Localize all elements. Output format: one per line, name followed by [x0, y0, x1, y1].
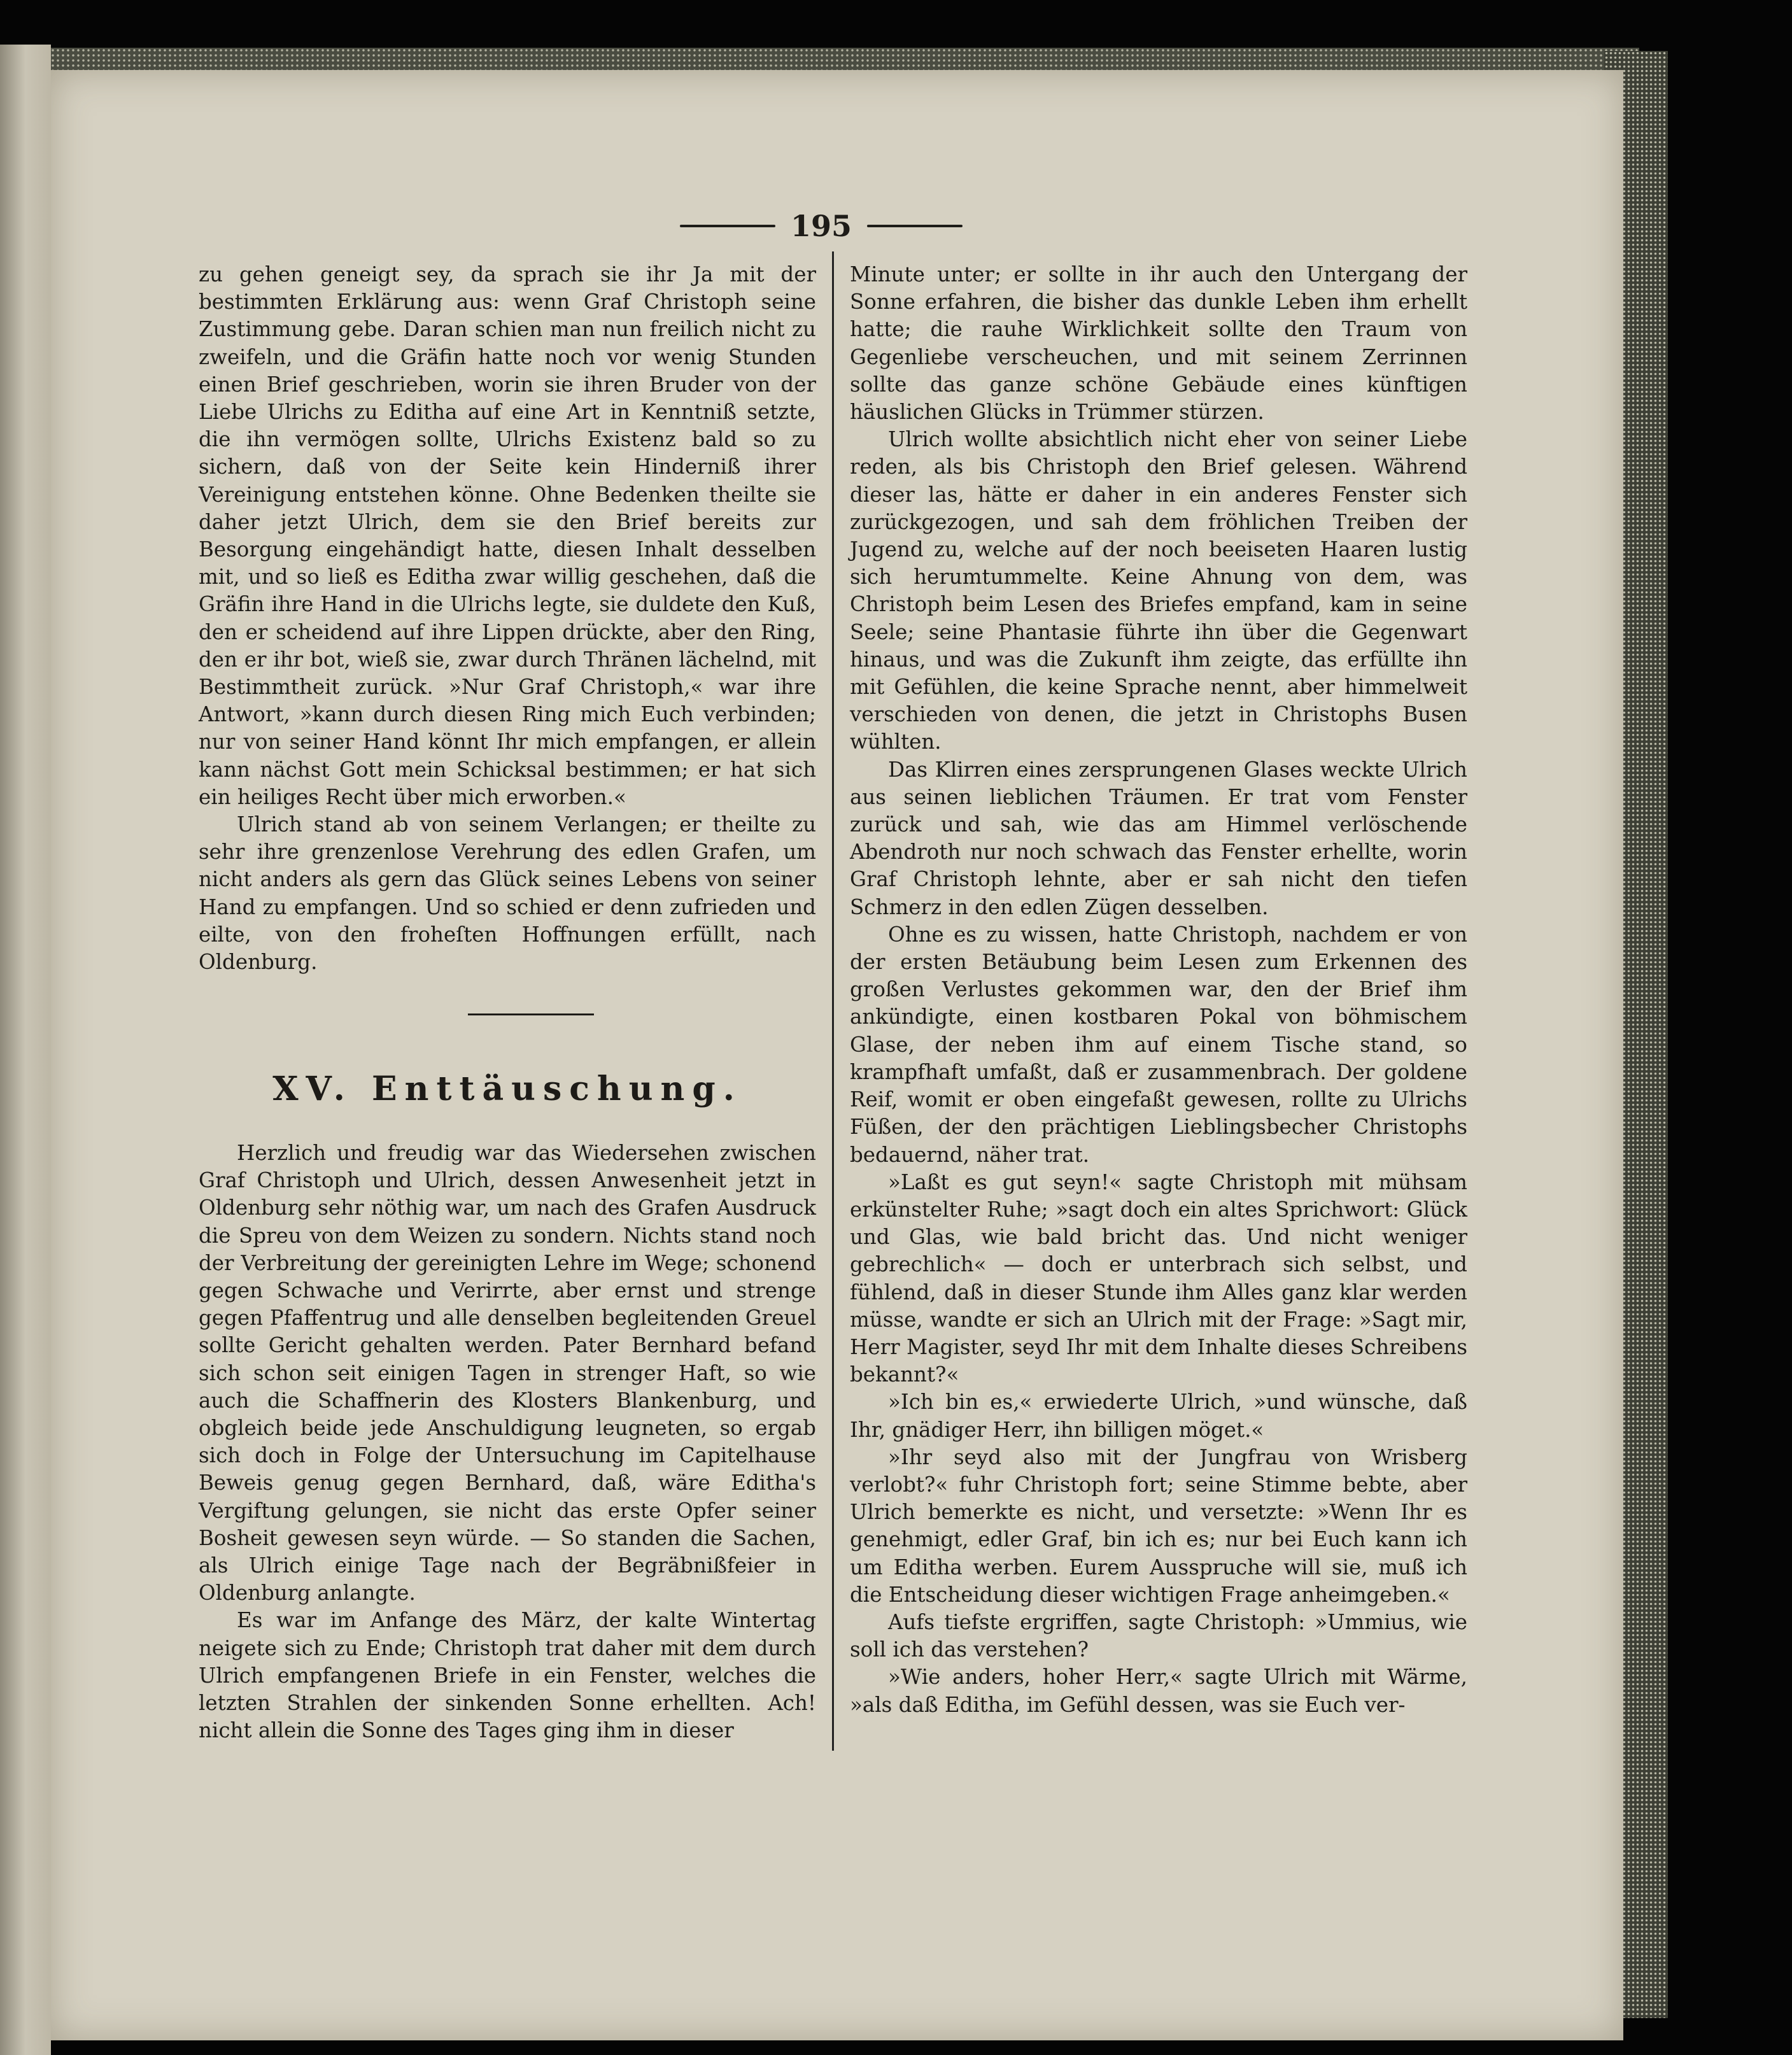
page-header [662, 207, 980, 245]
paragraph: »Wie anders, hoher Herr,« sagte Ulrich mit Wärme, »als daß Editha, im Gefühl dessen, was sie Euch ver- [850, 1665, 1467, 1717]
paragraph: Aufs tiefste ergriffen, sagte Christoph: »Ummius, wie soll ich das verstehen? [850, 1609, 1467, 1662]
paragraph: Minute unter; er sollte in ihr auch den Untergang der Sonne erfahren, die bisher das dunkle Leben ihm erhellt hatte; die rauhe Wirklichkeit sollte den Traum von Gegenliebe verscheuchen, und mit seinem Zerrinnen sollte das ganze schöne Gebäude eines künftigen häuslichen Glücks in Trümmer stürzen. [850, 262, 1467, 425]
right-column [850, 261, 1467, 1719]
left-column-bottom [199, 1140, 816, 1744]
paragraph: Es war im Anfange des März, der kalte Wintertag neigete sich zu Ende; Christoph trat daher mit dem durch Ulrich empfangenen Briefe in ein Fenster, welches die letzten Strahlen der sinkenden Sonne erhellten. Ach! nicht allein die Sonne des Tages ging ihm in dieser [199, 1608, 816, 1743]
facing-page-edge [0, 45, 51, 2055]
header-rule-right [867, 225, 963, 227]
paragraph: »Ich bin es,« erwiederte Ulrich, »und wünsche, daß Ihr, gnädiger Herr, ihn billigen möget.« [850, 1390, 1467, 1442]
paragraph: Ulrich wollte absichtlich nicht eher von seiner Liebe reden, als bis Christoph den Brief gelesen. Während dieser las, hätte er daher in ein anderes Fenster sich zurückgezogen, und sah dem fröhlichen Treiben der Jugend zu, welche auf der noch beeiseten Haaren lustig sich herumtummelte. Keine Ahnung von dem, was Christoph beim Lesen des Briefes empfand, kam in seine Seele; seine Phantasie führte ihn über die Gegenwart hinaus, und was die Zukunft ihm zeigte, das erfüllte ihn mit Gefühlen, die keine Sprache nennt, aber himmelweit verschieden von denen, die jetzt in Christophs Busen wühlten. [850, 427, 1467, 754]
chapter-heading: XV. Enttäuschung. [272, 1070, 742, 1108]
paragraph: Ohne es zu wissen, hatte Christoph, nachdem er von der ersten Betäubung beim Lesen zum Erkennen des großen Verlustes gekommen war, den der Brief ihm ankündigte, einen kostbaren Pokal von böhmischem Glase, der neben ihm auf einem Tische stand, so krampfhaft umfaßt, daß er zusammenbrach. Der goldene Reif, womit er oben eingefaßt gewesen, rollte zu Ulrichs Füßen, der den prächtigen Lieblingsbecher Christophs bedauernd, näher trat. [850, 922, 1467, 1167]
paragraph: Ulrich stand ab von seinem Verlangen; er theilte zu sehr ihre grenzenlose Verehrung des edlen Grafen, um nicht anders als gern das Glück seines Lebens von seiner Hand zu empfangen. Und so schied er denn zufrieden und eilte, von den froheſten Hoffnungen erfüllt, nach Oldenburg. [199, 812, 816, 975]
paragraph: »Laßt es gut seyn!« sagte Christoph mit mühsam erkünstelter Ruhe; »sagt doch ein altes Sprichwort: Glück und Glas, wie bald bricht das. Und nicht weniger gebrechlich« — doch er unterbrach sich selbst, und fühlend, daß in dieser Stunde ihm Alles ganz klar werden müsse, wandte er sich an Ulrich mit der Frage: »Sagt mir, Herr Magister, seyd Ihr mit dem Inhalte dieses Schreibens bekannt?« [850, 1169, 1467, 1387]
paragraph: zu gehen geneigt sey, da sprach sie ihr Ja mit der bestimmten Erklärung aus: wenn Graf Christoph seine Zustimmung gebe. Daran schien man nun freilich nicht zu zweifeln, und die Gräfin hatte noch vor wenig Stunden einen Brief geschrieben, worin sie ihren Bruder von der Liebe Ulrichs zu Editha auf eine Art in Kenntniß setzte, die ihn vermögen sollte, Ulrichs Existenz bald so zu sichern, daß von der Seite kein Hinderniß ihrer Vereinigung entstehen könne. Ohne Bedenken theilte sie daher jetzt Ulrich, dem sie den Brief bereits zur Besorgung eingehändigt hatte, diesen Inhalt desselben mit, und so ließ es Editha zwar willig geschehen, daß die Gräfin ihre Hand in die Ulrichs legte, sie duldete den Kuß, den er scheidend auf ihre Lippen drückte, aber den Ring, den er ihr bot, wieß sie, zwar durch Thränen lächelnd, mit Bestimmtheit zurück. »Nur Graf Christoph,« war ihre Antwort, »kann durch diesen Ring mich Euch verbinden; nur von seiner Hand könnt Ihr mich empfangen, er allein kann nächst Gott mein Schicksal bestimmen; er hat sich ein heiliges Recht über mich erworben.« [199, 262, 816, 809]
left-column-top [199, 261, 816, 976]
paragraph: Das Klirren eines zersprungenen Glases weckte Ulrich aus seinen lieblichen Träumen. Er trat vom Fenster zurück und sah, wie das am Himmel verlöschende Abendroth nur noch schwach das Fenster erhellte, worin Graf Christoph lehnte, aber er sah nicht den tiefen Schmerz in den edlen Zügen desselben. [850, 757, 1467, 919]
section-divider [468, 1013, 594, 1015]
page-number: 195 [790, 209, 852, 243]
paragraph: »Ihr seyd also mit der Jungfrau von Wrisberg verlobt?« fuhr Christoph fort; seine Stimme bebte, aber Ulrich bemerkte es nicht, und versetzte: »Wenn Ihr es genehmigt, edler Graf, bin ich es; nur bei Euch kann ich um Editha werben. Eurem Ausspruche will sie, muß ich die Entscheidung dieser wichtigen Frage anheimgeben.« [850, 1444, 1467, 1607]
column-divider [832, 251, 834, 1751]
paragraph: Herzlich und freudig war das Wiedersehen zwischen Graf Christoph und Ulrich, dessen Anwesenheit jetzt in Oldenburg sehr nöthig war, um nach des Grafen Ausdruck die Spreu von dem Weizen zu sondern. Nichts stand noch der Verbreitung der gereinigten Lehre im Wege; schonend gegen Schwache und Verirrte, aber ernst und strenge gegen Pfaffentrug und alle denselben begleitenden Greuel sollte Gericht gehalten werden. Pater Bernhard befand sich schon seit einigen Tagen in strenger Haft, so wie auch die Schaffnerin des Klosters Blankenburg, und obgleich beide jede Anschuldigung leugneten, so ergab sich doch in Folge der Untersuchung im Capitelhause Beweis genug gegen Bernhard, daß, wäre Editha's Vergiftung gelungen, sie nicht das erste Opfer seiner Bosheit gewesen seyn würde. — So standen die Sachen, als Ulrich einige Tage nach der Begräbnißfeier in Oldenburg anlangte. [199, 1141, 816, 1606]
header-rule-left [680, 225, 775, 227]
